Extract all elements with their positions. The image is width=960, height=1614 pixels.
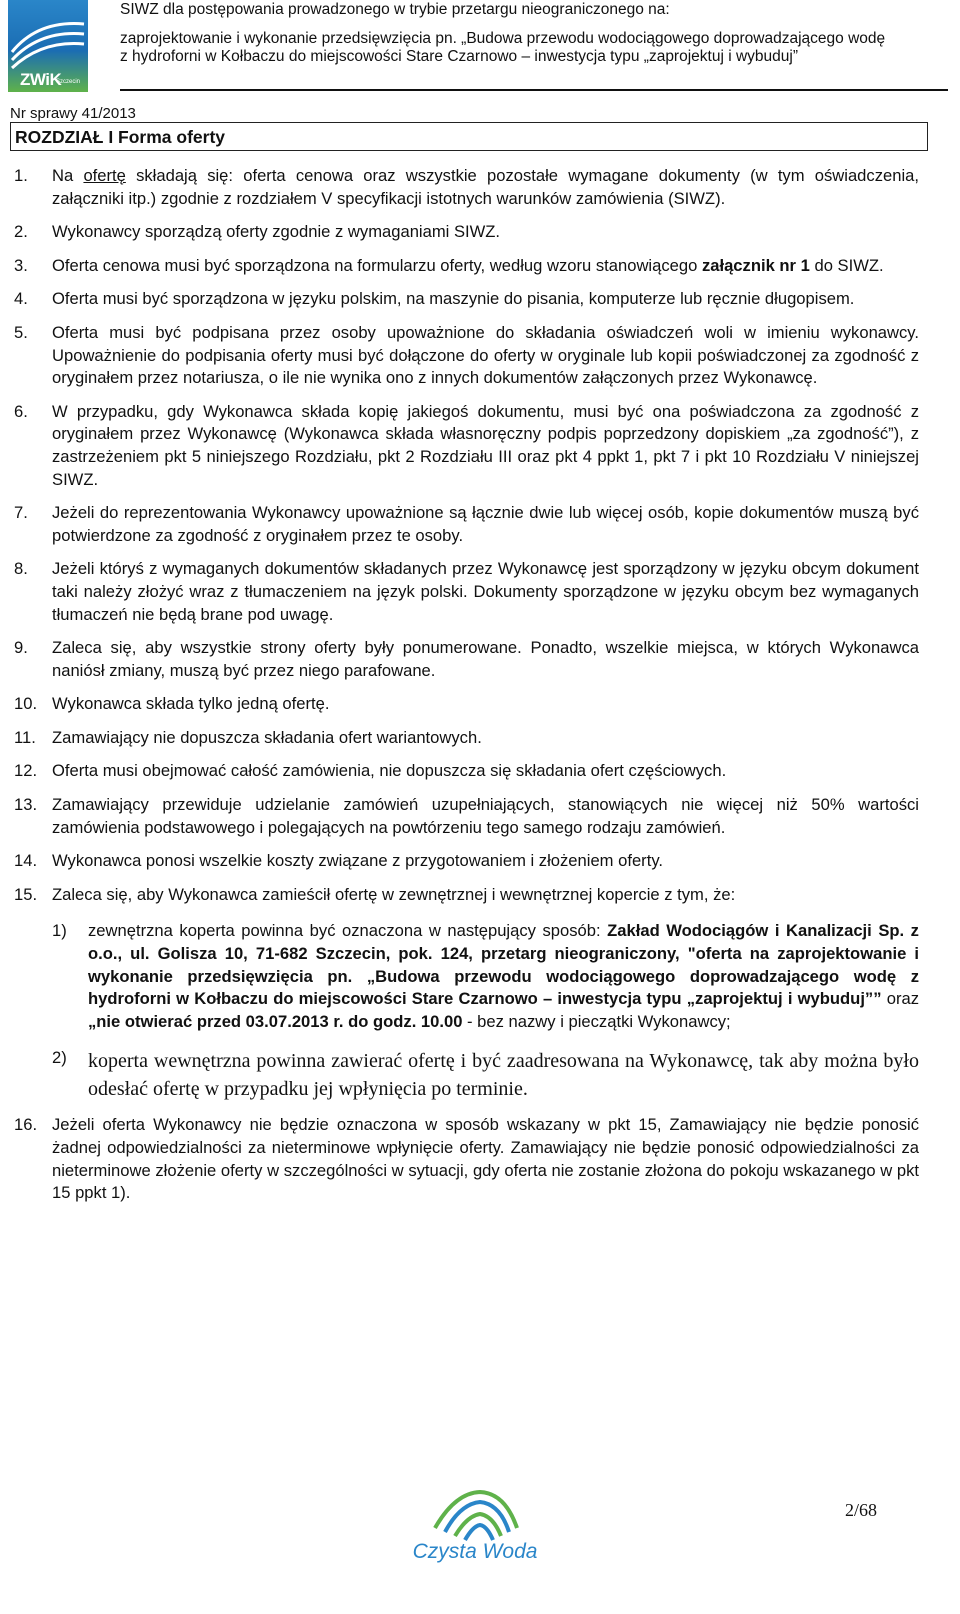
sub-item-number: 2): [52, 1048, 67, 1068]
item-text: Jeżeli do reprezentowania Wykonawcy upoważnione są łącznie dwie lub więcej osób, kopie dokumentów muszą być potwierdzone za zgodność z oryginałem przez te osoby.: [52, 503, 919, 545]
list-item-2: [14, 221, 919, 244]
footer-logo-text: Czysta Woda: [412, 1540, 538, 1563]
list-item-6: [14, 401, 919, 491]
item-text: Oferta cenowa musi być sporządzona na formularzu oferty, według wzoru stanowiącego: [52, 255, 702, 275]
list-item-10: [14, 693, 919, 716]
list-item-4: [14, 288, 919, 311]
item-number: 14.: [14, 851, 38, 871]
list-item-14: [14, 850, 919, 873]
item-text: Zaleca się, aby Wykonawca zamieścił ofertę w zewnętrznej i wewnętrznej kopercie z tym, że:: [52, 884, 736, 904]
item-text: Zamawiający nie dopuszcza składania ofert wariantowych.: [52, 727, 482, 747]
item-text: Oferta musi obejmować całość zamówienia, nie dopuszcza się składania ofert częściowych.: [52, 761, 727, 781]
list-item-12: [14, 760, 919, 783]
list-item-5: [14, 322, 919, 390]
item-text: składają się: oferta cenowa oraz wszystkie pozostałe wymagane dokumenty (w tym oświadczenia, załączniki itp.) zgodnie z rozdziałem V specyfikacji istotnych warunków zamówienia (SIWZ).: [52, 166, 919, 208]
item-number: 13.: [14, 795, 38, 815]
underlined-word: ofertę: [83, 166, 126, 185]
list-item-16: [14, 1114, 919, 1204]
sub-item-text: - bez nazwy i pieczątki Wykonawcy;: [462, 1011, 731, 1031]
item-number: 15.: [14, 884, 38, 904]
item-text: do SIWZ.: [809, 255, 884, 275]
list-item-3: [14, 255, 919, 278]
chapter-title: ROZDZIAŁ I Forma oferty: [15, 127, 226, 147]
czysta-woda-logo: [405, 1488, 545, 1578]
logo-text: ZWiK: [20, 70, 62, 89]
list-item-11: [14, 727, 919, 750]
item-text: Wykonawca ponosi wszelkie koszty związane z przygotowaniem i złożeniem oferty.: [52, 851, 663, 871]
list-item-7: [14, 502, 919, 547]
item-text: Jeżeli któryś z wymaganych dokumentów składanych przez Wykonawcę jest sporządzony w języku obcym dokument taki należy złożyć wraz z tłumaczeniem na język polski. Dokumenty sporządzone w języku obcym bez wymaganych tłumaczeń nie będą brane pod uwagę.: [52, 559, 919, 624]
chapter-header: [10, 122, 928, 151]
header-line-3: z hydroforni w Kołbaczu do miejscowości Stare Czarnowo – inwestycja typu „zaprojektuj i wybuduj”: [120, 48, 798, 65]
item-text: Zamawiający przewiduje udzielanie zamówień uzupełniających, stanowiących nie więcej niż 50% wartości zamówienia podstawowego i polegających na powtórzeniu tego samego rodzaju zamówień.: [52, 795, 919, 837]
item-text: Wykonawcy sporządzą oferty zgodnie z wymaganiami SIWZ.: [52, 222, 501, 242]
item-text: Oferta musi być sporządzona w języku polskim, na maszynie do pisania, komputerze lub ręcznie długopisem.: [52, 289, 855, 309]
item-number: 12.: [14, 761, 38, 781]
item-number: 9.: [14, 638, 28, 658]
case-number: Nr sprawy 41/2013: [10, 105, 136, 122]
item-text: Zaleca się, aby wszystkie strony oferty były ponumerowane. Ponadto, wszelkie miejsca, w których Wykonawca naniósł zmiany, muszą być przez niego parafowane.: [52, 638, 919, 680]
item-text: Jeżeli oferta Wykonawcy nie będzie oznaczona w sposób wskazany w pkt 15, Zamawiający nie będzie ponosić żadnej odpowiedzialności za nieterminowe wpłynięcie oferty. Zamawiający nie będzie ponosić odpowiedzialności za nieterminowe złożenie oferty w szczególności w sytuacji, gdy oferta nie zostanie złożona do pokoju wskazanego w pkt 15 ppkt 1).: [52, 1115, 919, 1203]
requirements-list: [14, 165, 919, 1216]
item-text: Na: [52, 166, 84, 185]
item-number: 16.: [14, 1115, 38, 1135]
list-item-15: [14, 884, 919, 1104]
header-line-2: zaprojektowanie i wykonanie przedsięwzięcia pn. „Budowa przewodu wodociągowego doprowadzającego wodę: [120, 30, 886, 47]
water-drop-waves-icon: [405, 1488, 545, 1548]
sub-item-text: oraz: [881, 989, 920, 1009]
sub-item-text: koperta wewnętrzna powinna zawierać ofertę i być zaadresowana na Wykonawcę, tak aby można było odesłać ofertę w przypadku jej wpłynięcia po terminie.: [88, 1050, 919, 1101]
item-number: 3.: [14, 255, 28, 275]
item-number: 11.: [14, 727, 36, 747]
header-line-1: SIWZ dla postępowania prowadzonego w trybie przetargu nieograniczonego na:: [120, 1, 670, 18]
attachment-ref: załącznik nr 1: [701, 255, 810, 275]
logo-subtext: Szczecin: [56, 79, 81, 85]
item-number: 4.: [14, 289, 28, 309]
list-item-13: [14, 794, 919, 839]
sub-item-number: 1): [52, 921, 67, 941]
page-number: 2/68: [845, 1500, 878, 1520]
sub-item-2: [52, 1047, 919, 1103]
item-number: 2.: [14, 222, 28, 242]
zwik-logo: [8, 0, 88, 92]
sub-item-text: zewnętrzna koperta powinna być oznaczona w następujący sposób:: [88, 921, 608, 941]
list-item-8: [14, 558, 919, 626]
item-number: 10.: [14, 694, 38, 714]
item-text: W przypadku, gdy Wykonawca składa kopię jakiegoś dokumentu, musi być ona poświadczona za zgodność z oryginałem przez Wykonawcę (Wykonawca składa własnoręczny podpis poprzedzony dopiskiem „za zgodność”), z zastrzeżeniem pkt 5 niniejszego Rozdziału, pkt 2 Rozdziału III oraz pkt 4 ppkt 1, pkt 7 i pkt 10 Rozdziału V niniejszej SIWZ.: [52, 401, 919, 489]
header-divider: [120, 89, 948, 91]
item-number: 8.: [14, 559, 28, 579]
item-number: 7.: [14, 503, 28, 523]
envelope-address: Zakład Wodociągów i Kanalizacji Sp. z o.o., ul. Golisza 10, 71-682 Szczecin, pok. 124, przetarg nieograniczony, "oferta na zaprojektowanie i wykonanie przedsięwzięcia pn. „Budowa przewodu wodociągowego doprowadzającego wodę z hydroforni w Kołbaczu do miejscowości Stare Czarnowo – inwestycja typu „zaprojektuj i wybuduj””: [88, 921, 919, 1009]
item-number: 6.: [14, 401, 28, 421]
list-item-1: [14, 165, 919, 210]
list-item-9: [14, 637, 919, 682]
sub-item-1: [52, 920, 919, 1033]
item-number: 5.: [14, 322, 28, 342]
do-not-open-notice: „nie otwierać przed 03.07.2013 r. do godz. 10.00: [88, 1011, 463, 1031]
item-number: 1.: [14, 166, 28, 185]
item-text: Oferta musi być podpisana przez osoby upoważnione do składania oświadczeń woli w imieniu wykonawcy. Upoważnienie do podpisania oferty musi być dołączone do oferty w oryginale lub kopii poświadczonej za zgodność z oryginałem przez notariusza, o ile nie wynika ono z innych dokumentów załączonych przez Wykonawcę.: [52, 322, 919, 388]
item-text: Wykonawca składa tylko jedną ofertę.: [52, 694, 330, 714]
